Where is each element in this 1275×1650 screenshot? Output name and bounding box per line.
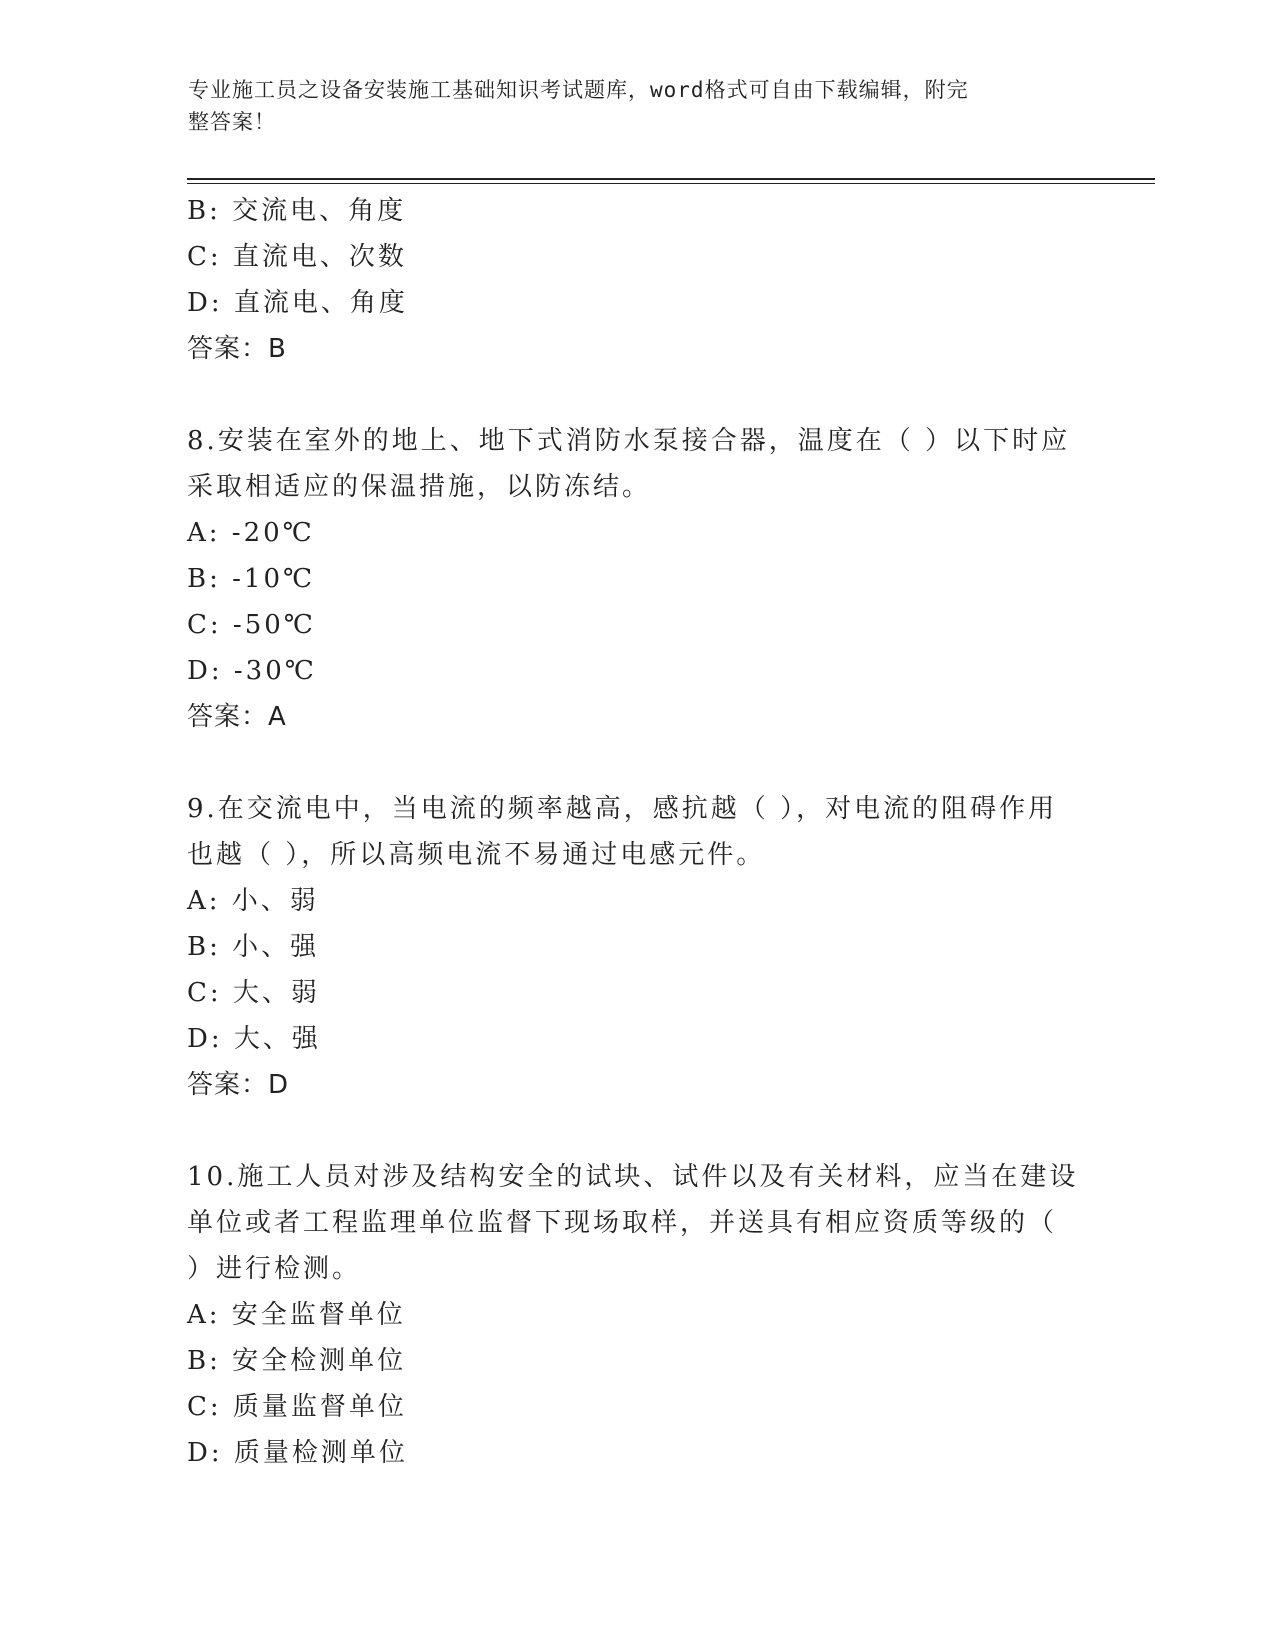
option-b: B: 安全检测单位	[187, 1346, 407, 1376]
question-stem-line: 10.施工人员对涉及结构安全的试块、试件以及有关材料，应当在建设	[187, 1162, 1079, 1192]
question-8	[187, 418, 1087, 740]
header-line-2: 整答案！	[188, 110, 276, 134]
answer-line: 答案：A	[187, 702, 287, 732]
question-spacer	[187, 372, 1087, 418]
header-divider-thick	[187, 178, 1155, 180]
option-d: D: -30℃	[187, 656, 317, 686]
option-a: A: 小、弱	[187, 886, 319, 916]
option-c: C: 直流电、次数	[187, 242, 407, 272]
option-c: C: 质量监督单位	[187, 1392, 407, 1422]
question-stem-line: 采取相适应的保温措施，以防冻结。	[187, 472, 652, 502]
option-d: D: 大、强	[187, 1024, 321, 1054]
question-spacer	[187, 1108, 1087, 1154]
question-stem-line: ）进行检测。	[187, 1254, 362, 1284]
header-divider-thin	[187, 183, 1155, 184]
option-a: A: 安全监督单位	[187, 1300, 406, 1330]
question-stem-line: 8.安装在室外的地上、地下式消防水泵接合器，温度在（ ）以下时应	[187, 426, 1071, 456]
option-b: B: 交流电、角度	[187, 196, 407, 226]
option-b: B: 小、强	[187, 932, 320, 962]
option-d: D: 质量检测单位	[187, 1438, 408, 1468]
question-list	[187, 188, 1087, 1476]
question-stem-line: 也越（ ），所以高频电流不易通过电感元件。	[187, 840, 766, 870]
question-10	[187, 1154, 1087, 1476]
question-spacer	[187, 740, 1087, 786]
question-7-tail	[187, 188, 1087, 372]
option-b: B: -10℃	[187, 564, 316, 594]
option-d: D: 直流电、角度	[187, 288, 408, 318]
question-stem-line: 单位或者工程监理单位监督下现场取样，并送具有相应资质等级的（	[187, 1208, 1058, 1238]
document-header	[188, 74, 1068, 138]
header-line-1: 专业施工员之设备安装施工基础知识考试题库，word格式可自由下载编辑，附完	[188, 78, 969, 102]
question-9	[187, 786, 1087, 1108]
option-a: A: -20℃	[187, 518, 315, 548]
option-c: C: 大、弱	[187, 978, 320, 1008]
option-c: C: -50℃	[187, 610, 316, 640]
answer-line: 答案：B	[187, 334, 287, 364]
question-stem-line: 9.在交流电中，当电流的频率越高，感抗越（ ），对电流的阻碍作用	[187, 794, 1058, 824]
answer-line: 答案：D	[187, 1070, 290, 1100]
